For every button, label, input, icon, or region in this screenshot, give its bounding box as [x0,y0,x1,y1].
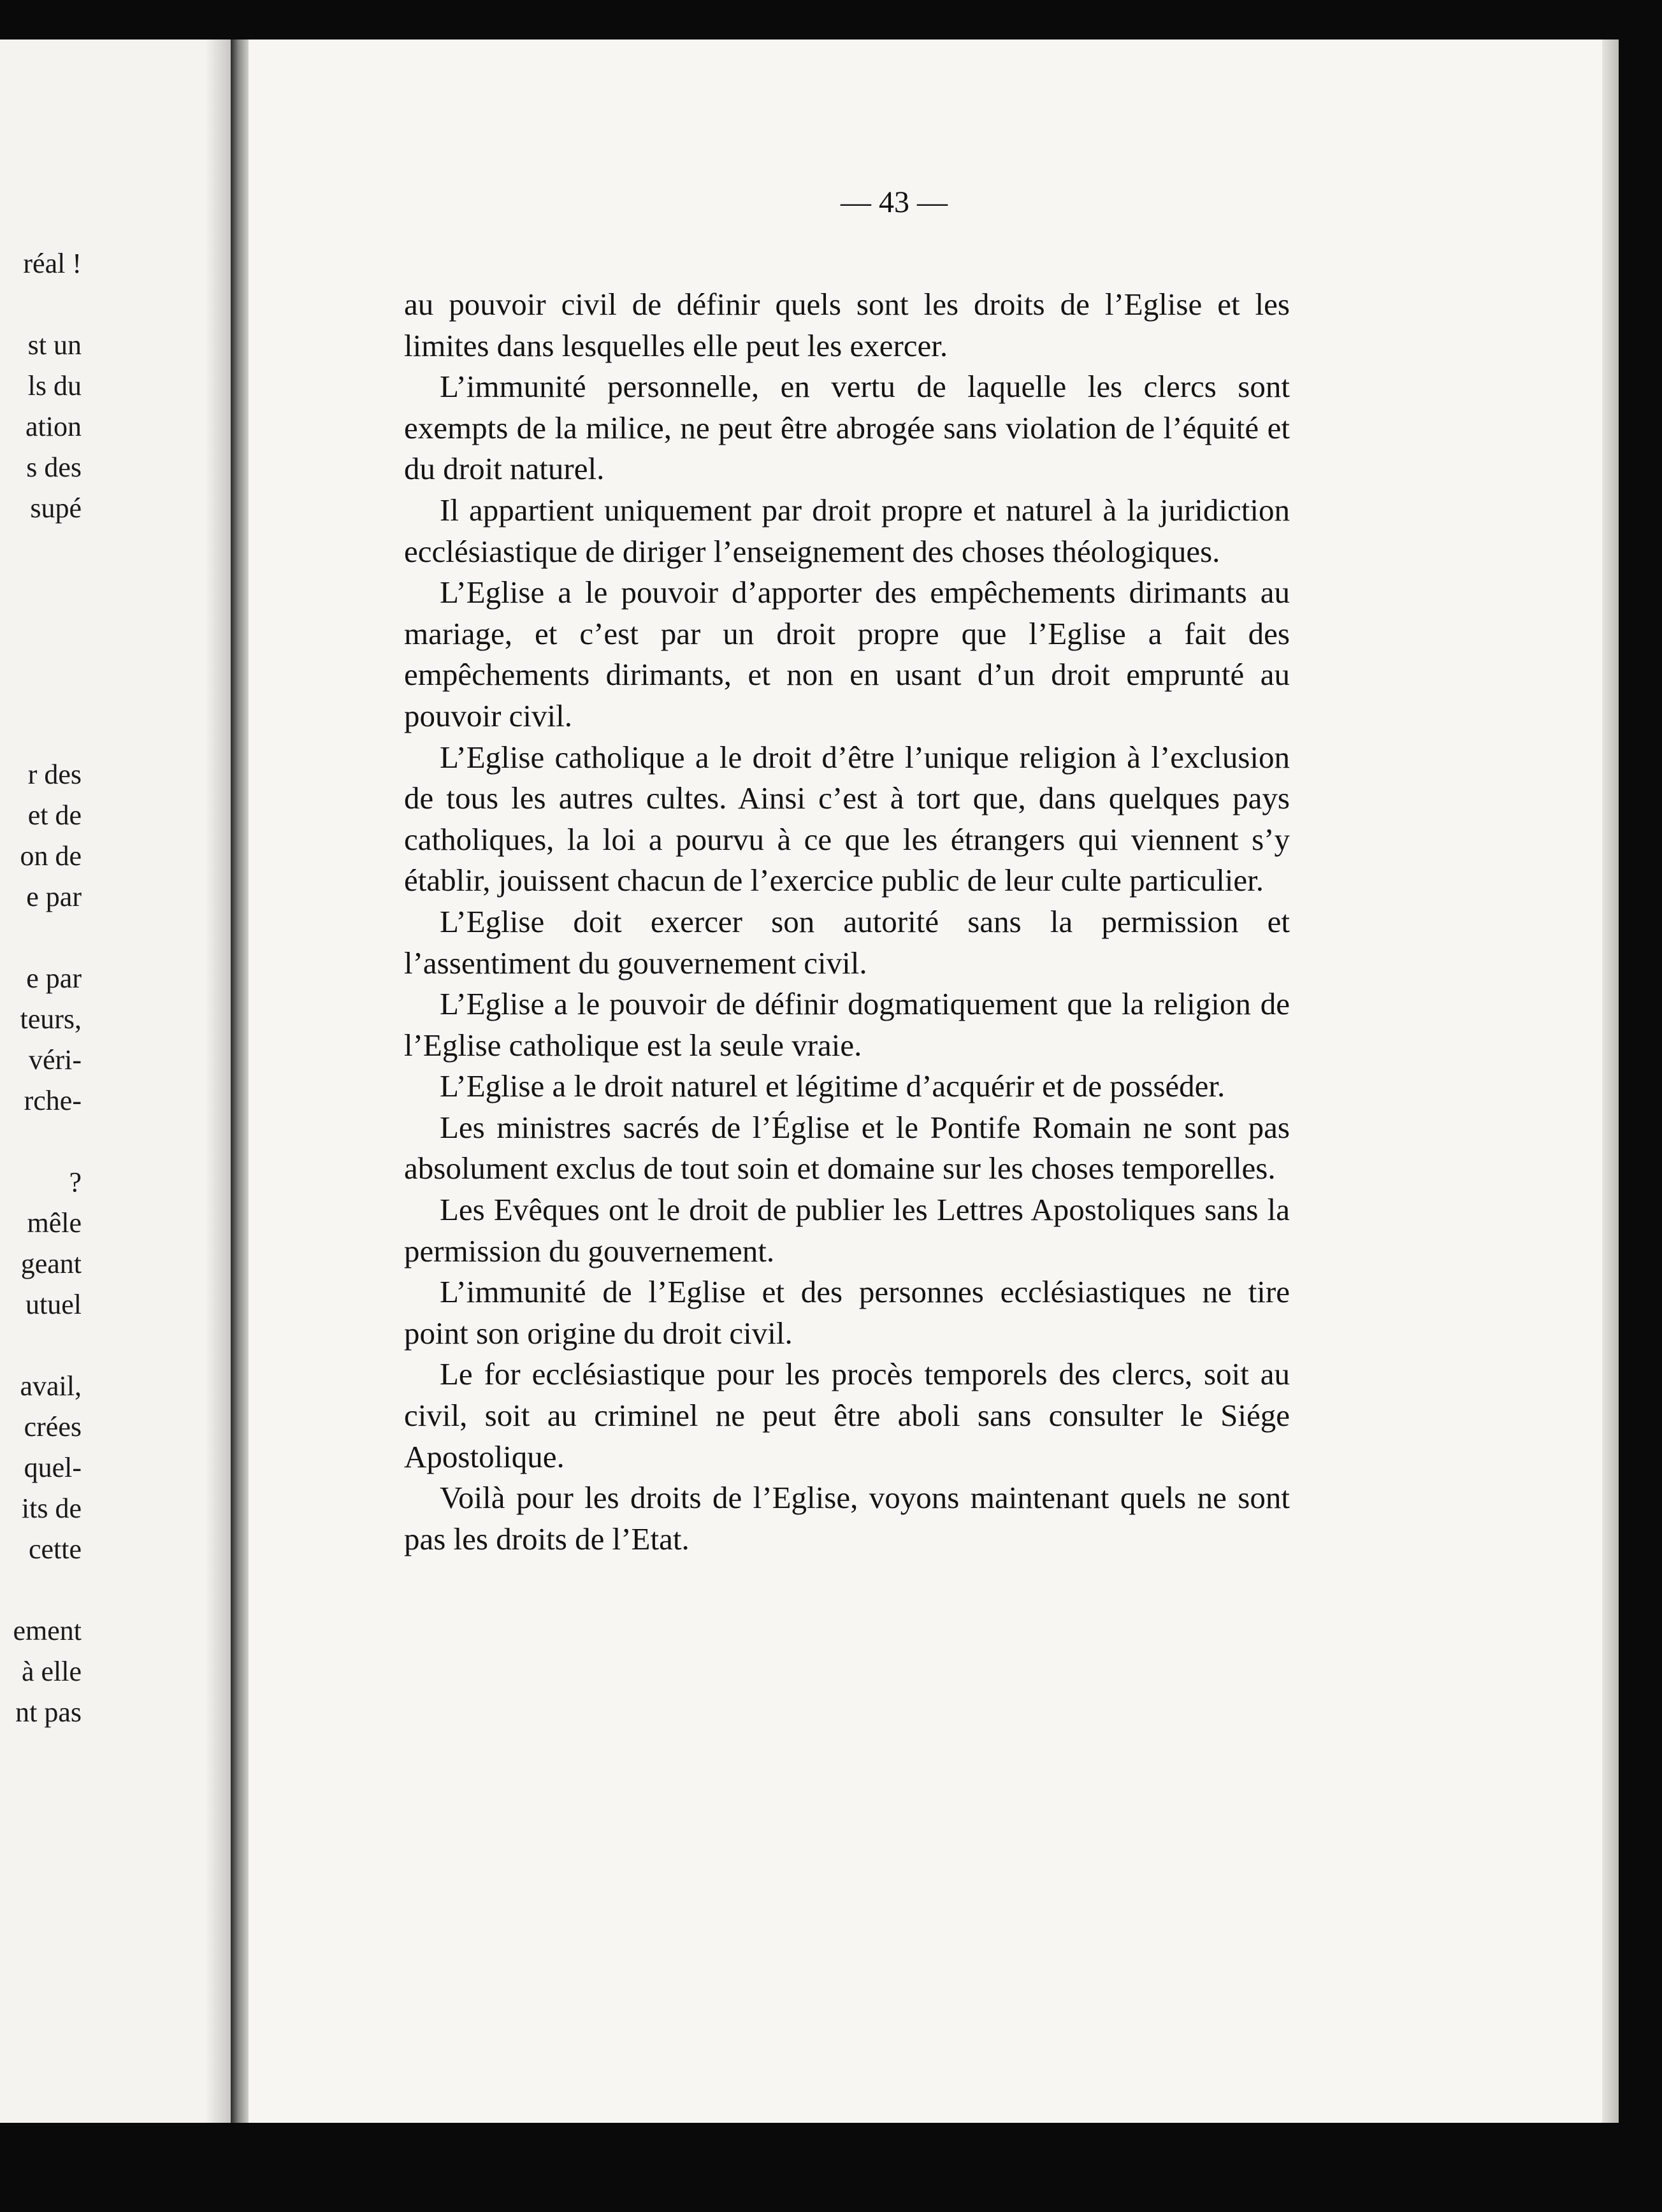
paragraph: Les Evêques ont le droit de publier les Lettres Apostoliques sans la permission du gouvernement. [404,1192,1290,1268]
left-page-line-fragment: avail, [20,1370,82,1402]
left-page-line-fragment: e par [26,881,82,912]
left-page-line-fragment: ation [25,411,82,442]
left-page-line-fragment: ement [13,1615,82,1646]
paragraph: Le for ecclésiastique pour les procès temporels des clercs, soit au civil, soit au criminel ne peut être aboli sans consulter le Siége Apostolique. [404,1356,1290,1474]
page-number: — 43 — [841,185,948,219]
paragraph: L’immunité de l’Eglise et des personnes ecclésiastiques ne tire point son origine du droit civil. [404,1274,1290,1351]
paragraph: L’Eglise doit exercer son autorité sans la permission et l’assentiment du gouvernement civil. [404,903,1290,980]
left-page-line-fragment: à elle [21,1656,82,1687]
paragraph: L’Eglise catholique a le droit d’être l’unique religion à l’exclusion de tous les autres cultes. Ainsi c’est à tort que, dans quelques pays catholiques, la loi a pourvu à ce que les étrangers qui viennent s’y établir, jouissent chacun de l’exercice public de leur culte particulier. [404,739,1290,898]
paragraph: au pouvoir civil de définir quels sont les droits de l’Eglise et les limites dans lesquelles elle peut les exercer. [404,287,1290,363]
left-page-line-fragment: supé [30,492,82,524]
left-page-line-fragment: et de [27,800,82,831]
left-page-line-fragment: quel- [24,1452,82,1483]
left-page-line-fragment: crées [24,1411,82,1442]
left-page-line-fragment: teurs, [20,1003,82,1035]
left-page-line-fragment: on de [20,840,82,872]
book-spine [231,40,249,2123]
left-page-line-fragment: cette [28,1533,82,1565]
left-page-line-fragment: ? [69,1167,82,1198]
paragraph: Les ministres sacrés de l’Église et le Pontife Romain ne sont pas absolument exclus de tout soin et domaine sur les choses temporelles. [404,1109,1290,1186]
left-facing-page [0,40,231,2123]
left-page-line-fragment: e par [26,963,82,994]
left-page-line-fragment: geant [20,1248,82,1279]
left-page-line-fragment: s des [26,452,82,483]
gutter-shadow [205,40,231,2123]
left-page-line-fragment: r des [27,759,82,790]
left-page-line-fragment: ls du [27,370,82,401]
left-page-line-fragment: its de [21,1493,82,1524]
paragraph: Il appartient uniquement par droit propre et naturel à la juridiction ecclésiastique de diriger l’enseignement des choses théologiques. [404,492,1290,569]
left-page-line-fragment: véri- [28,1044,82,1075]
left-page-line-fragment: réal ! [23,248,82,279]
left-page-line-fragment: nt pas [15,1697,82,1728]
page-body [404,284,1290,1560]
main-page [249,40,1619,2123]
paragraph: L’Eglise a le pouvoir de définir dogmatiquement que la religion de l’Eglise catholique est la seule vraie. [404,986,1290,1063]
paragraph: Voilà pour les droits de l’Eglise, voyons maintenant quels ne sont pas les droits de l’Etat. [404,1480,1290,1556]
left-page-line-fragment: utuel [25,1289,82,1320]
left-page-line-fragment: rche- [24,1085,82,1116]
paragraph: L’Eglise a le pouvoir d’apporter des empêchements dirimants au mariage, et c’est par un droit propre que l’Eglise a fait des empêchements dirimants, et non en usant d’un droit emprunté au pouvoir civil. [404,575,1290,733]
left-page-line-fragment: mêle [27,1207,82,1239]
page-edge [1602,40,1619,2123]
left-page-line-fragment: st un [27,329,82,361]
paragraph: L’Eglise a le droit naturel et légitime d’acquérir et de posséder. [440,1068,1225,1104]
paragraph: L’immunité personnelle, en vertu de laquelle les clercs sont exempts de la milice, ne peut être abrogée sans violation de l’équité et du droit naturel. [404,369,1290,487]
